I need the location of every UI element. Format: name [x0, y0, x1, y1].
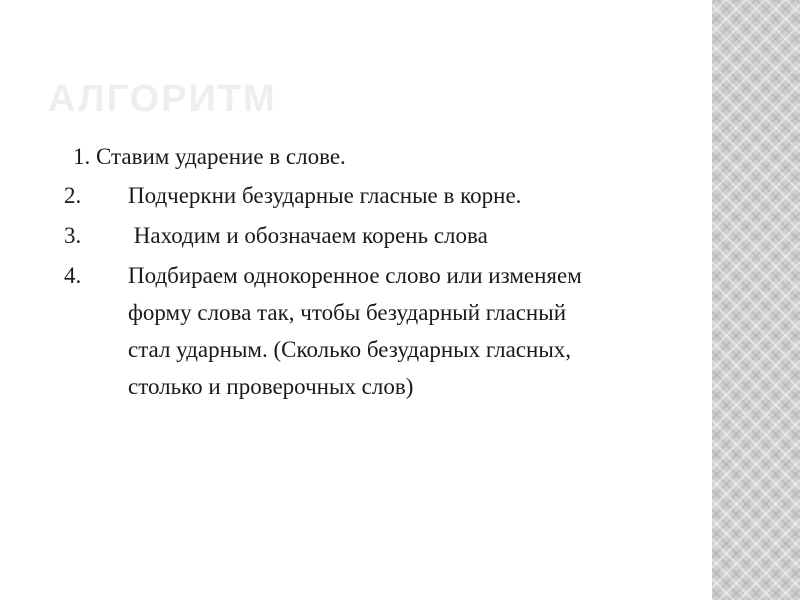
list-item-text: Подчеркни безударные гласные в корне.: [128, 183, 522, 208]
list-item-text: Находим и обозначаем корень слова: [128, 223, 488, 248]
algorithm-list: [64, 177, 588, 408]
list-item-1: 1. Ставим ударение в слове.: [73, 144, 346, 169]
list-item-number: 3.: [64, 223, 82, 248]
list-item-text: Подбираем однокоренное слово или изменяем форму слова так, чтобы безударный гласный стал ударным. (Сколько безударных гласных, столько и проверочных слов): [128, 263, 588, 399]
list-item-4: [64, 257, 588, 405]
list-item-number: 4.: [64, 263, 82, 288]
decorative-side-panel: [712, 0, 800, 600]
list-item-number: 2.: [64, 183, 82, 208]
slide-title: АЛГОРИТМ: [48, 78, 277, 120]
list-item-3: [64, 217, 584, 254]
list-item-2: [64, 177, 584, 214]
